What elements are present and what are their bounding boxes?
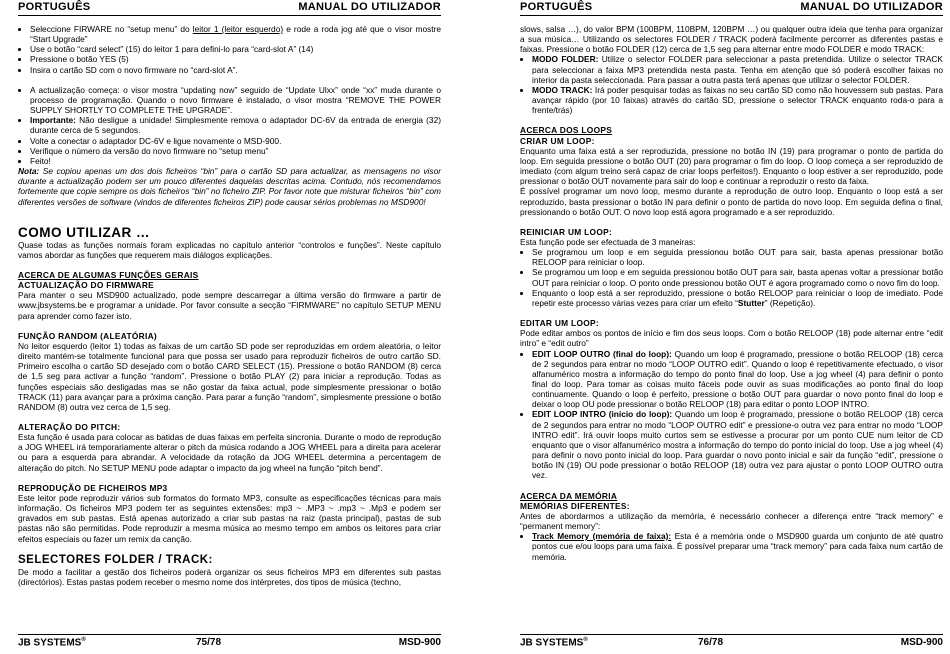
list-item: • Se programou um loop e em seguida pressionou botão OUT para sair, basta apenas pressionar botão RELOOP para reiniciar o loop. — [532, 247, 943, 267]
random-title: FUNÇÃO RANDOM (ALEATÓRIA) — [18, 330, 157, 341]
footer-brand: JB SYSTEMS® — [520, 637, 588, 649]
criar-loop-title: CRIAR UM LOOP: — [520, 135, 595, 146]
list-item: • Volte a conectar o adaptador DC-6V e ligue novamente o MSD-900. — [30, 136, 441, 146]
list-item: • MODO FOLDER: Utilize o selector FOLDER para seleccionar a pasta pretendida. Utilize o selector TRACK para seleccionar a faixa MP3 pretendida nesta pasta. Tenha em atenção que só poderá escolher faixas no interior da pasta seleccionada. Para passar a outra pasta terá apenas que utilizar o selector FOLDER. — [532, 54, 943, 84]
memoria-title: ACERCA DA MEMÓRIA — [520, 490, 618, 501]
reiniciar-list — [520, 247, 943, 308]
loops-title: ACERCA DOS LOOPS — [520, 125, 613, 136]
mp3-text: Este leitor pode reproduzir vários sub formatos do formato MP3, consulte as especificações técnicas para mais informação. Os ficheiros MP3 podem ter as seguintes extensões: mp3 ~ .MP3 ~ .mp3 ~ .Mp3 e podem ser gravados em sub pastas. Está apenas autorizado a criar sub pastas na raiz (pasta principal), pastas de sub pastas não são permitidas. Pode reproduzir a mesma música ao mesmo tempo em ambos os leitores para criar efeitos especiais ou fazer um remix da canção. — [18, 492, 441, 544]
header-title: MANUAL DO UTILIZADOR — [800, 1, 943, 13]
memory-list — [520, 531, 943, 561]
list-item: • Use o botão “card select” (15) do leitor 1 para defini-lo para “card-slot A” (14) — [30, 44, 441, 54]
header-title: MANUAL DO UTILIZADOR — [298, 1, 441, 13]
page-right — [520, 0, 943, 654]
memorias-diferentes-title: MEMÓRIAS DIFERENTES: — [520, 500, 630, 511]
folder-intro-text: slows, salsa …), do valor BPM (100BPM, 110BPM, 120BPM …) ou qualquer outra ideia que tenha para organizar a sua música… Utilizando os selectores FOLDER / TRACK poderá facilmente percorrer as diferentes pastas e faixas. Pressione o botão FOLDER (12) cerca de 1,5 seg para alternar entre modo FOLDER e modo TRACK: — [520, 24, 943, 55]
actualizacao-title: ACTUALIZAÇÃO DO FIRMWARE — [18, 280, 155, 291]
list-item: • EDIT LOOP INTRO (início do loop): Quando um loop é programado, pressione o botão RELOOP (18) cerca de 2 segundos para entrar no modo “LOOP OUTRO edit” e pressione-o outra vez para entrar no modo “LOOP INTRO edit”. Irá ouvir loops muito curtos sem se estivesse a procurar por um ponto CUE num leitor de CD enquanto que o visor alfanumérico mostra a informação do tempo do ponto inicial do loop. Use a jog wheel (4) para definir o novo ponto inicial do loop. Para guardar o novo ponto inicial e sair da função “edit”, pressione o botão IN (19) OU pode pressionar o botão RELOOP (18) outra vez para ajustar o ponto LOOP OUTRO outra vez. — [532, 409, 943, 480]
footer-model: MSD-900 — [900, 637, 943, 648]
list-item: • Verifique o número da versão do novo firmware no “setup menu” — [30, 146, 441, 156]
selectores-text: De modo a facilitar a gestão dos ficheiros poderá organizar os seus ficheiros MP3 em diferentes sub pastas (directórios). Estas pastas podem receber o mesmo nome dos intérpretes, dos tipos de música (techno, — [18, 566, 441, 587]
list-item: • Seleccione FIRWARE no “setup menu” do leitor 1 (leitor esquerdo) e rode a roda jog até que o visor mostre “Start Upgrade” — [30, 24, 441, 44]
page-left — [18, 0, 441, 654]
acerca-funcoes-title: ACERCA DE ALGUMAS FUNÇÕES GERAIS — [18, 269, 199, 280]
page-content — [520, 24, 943, 562]
footer-brand: JB SYSTEMS® — [18, 637, 86, 649]
page-content — [18, 24, 441, 587]
list-item: • EDIT LOOP OUTRO (final do loop): Quando um loop é programado, pressione o botão RELOOP (18) cerca de 2 segundos para entrar no modo “LOOP OUTRO edit”. Quando o loop é repetitivamente efectuado, o visor alfanumérico mostra a informação do tempo do ponto final do loop. Use a jog wheel (4) para definir o ponto final do loop. Para tomar as coisas muito fáceis pode ouvir as suas modificações ao ponto final do loop continuamente. Quando o loop é perfeito, pressione o botão OUT para guardar o novo ponto final do loop e deixar o loop OU pode pressionar o botão RELOOP (18) para editar o ponto LOOP INTRO. — [532, 349, 943, 410]
reiniciar-loop-title: REINICIAR UM LOOP: — [520, 226, 613, 237]
random-text: No leitor esquerdo (leitor 1) todas as faixas de um cartão SD pode ser reproduzidas em ordem aleatória, o leitor direito mantém-se totalmente funcional para que possa ser usado para reproduzir ficheiros de outro cartão SD. Primeiro escolha o cartão SD desejado com o botão CARD SELECT (15). Pressione o botão RANDOM (8) cerca de 1,5 seg para activar a função “random”. Pressione o botão PLAY (2) para iniciar a reprodução. Todas as funções especiais são desligadas mas se não gostar da faixa actual, pode simplesmente pressionar o botão TRACK (11) para avançar para a próxima canção. Para parar a função “random”, simplesmente pressione o botão RANDOM (8) outra vez cerca de 1,5 seg. — [18, 340, 441, 412]
firmware-steps-list — [18, 24, 441, 75]
list-item: • Importante: Não desligue a unidade! Simplesmente remova o adaptador DC-6V da entrada de energia (32) durante cerca de 5 segundos. — [30, 115, 441, 135]
list-item: • Pressione o botão YES (5) — [30, 54, 441, 64]
como-utilizar-text: Quase todas as funções normais foram explicadas no capítulo anterior “controlos e funções”. Neste capítulo vamos abordar as funções que requerem mais diálogos explicações. — [18, 239, 441, 260]
list-item: • Track Memory (memória de faixa): Esta é a memória onde o MSD900 guarda um conjunto de até quatro pontos cue e/ou loops para uma faixa. É possível preparar uma “track memory” para cada faixa num cartão de memória. — [532, 531, 943, 561]
list-item: • Enquanto o loop está a ser reproduzido, pressione o botão RELOOP para reiniciar o loop de imediato. Pode repetir este processo várias vezes para criar um efeito “Stutter” (Repetição). — [532, 288, 943, 308]
list-item: • Feito! — [30, 156, 441, 166]
page-number: 75/78 — [196, 637, 222, 648]
reiniciar-loop-text: Esta função pode ser efectuada de 3 maneiras: — [520, 236, 696, 247]
selectores-title: SELECTORES FOLDER / TRACK: — [18, 553, 213, 566]
page-header — [18, 0, 441, 15]
footer-rule — [18, 634, 441, 635]
header-rule — [18, 15, 441, 16]
pitch-title: ALTERAÇÃO DO PITCH: — [18, 422, 121, 432]
list-item: • Insira o cartão SD com o novo firmware no “card-slot A”. — [30, 65, 441, 75]
mp3-title: REPRODUÇÃO DE FICHEIROS MP3 — [18, 482, 168, 493]
editar-loop-title: EDITAR UM LOOP: — [520, 318, 599, 329]
editar-list — [520, 349, 943, 481]
page-footer — [520, 637, 943, 651]
como-utilizar-title: COMO UTILIZAR … — [18, 224, 150, 240]
editar-loop-text: Pode editar ambos os pontos de início e fim dos seus loops. Com o botão RELOOP (18) pode alternar entre “edit intro” e “edit outro” — [520, 328, 943, 349]
pitch-text: Esta função é usada para colocar as batidas de duas faixas em perfeita sincronia. Durante o modo de reprodução a JOG WHEEL irá temporariamente alterar o pitch da música rodando a JOG WHEEL para a direita para acelerar ou para a esquerda para abrandar. A velocidade da rotação da JOG WHEEL determina a percentagem de alteração do pitch. No SETUP MENU pode adaptar o impacto da jog wheel na função “pitch bend”. — [18, 432, 441, 473]
page-number: 76/78 — [698, 637, 724, 648]
note-paragraph: Nota: Se copiou apenas um dos dois ficheiros “bin” para o cartão SD para actualizar, as mensagens no visor durante a actualização podem ser um pouco diferentes daquelas descritas acima. Contudo, nós recomendamos fortemente que copie sempre os dois ficheiros “bin” no ficheiro ZIP. Por favor note que misturar ficheiros “bin” com diferentes versões de software (vindos de diferentes ficheiros ZIP) pode causar sérios problemas no MSD900! — [18, 166, 441, 207]
criar-loop-text: Enquanto uma faixa está a ser reproduzida, pressione no botão IN (19) para programar o ponto de partida do loop. Em seguida pressione o botão OUT (20) para programar o fim do loop. O loop começa a ser reproduzido de imediato (com algum treino será capaz de criar loops perfeitos!). Enquanto o loop estiver a ser reproduzido, pode pressionar o botão OUT novamente para sair do loop e continuar a reproduzir o resto da faixa. — [520, 145, 943, 187]
header-language: PORTUGUÊS — [520, 1, 593, 13]
list-item: • MODO TRACK: Irá poder pesquisar todas as faixas no seu cartão SD como não houvessem sub pastas. Para avançar rápido (por 10 faixas) através do cartão SD, pressione o selector TRACK enquanto roda-o para a frente/trás) — [532, 85, 943, 115]
firmware-update-list — [18, 85, 441, 166]
actualizacao-text: Para manter o seu MSD900 actualizado, pode sempre descarregar a última versão do firmware a partir de www.jbsystems.be e programar a unidade. Por favor consulte a secção “FIRMWARE” no capítulo SETUP MENU para aprender como fazer isto. — [18, 290, 441, 321]
list-item: • Se programou um loop e em seguida pressionou botão OUT para sair, basta apenas voltar a pressionar botão OUT para reiniciar o loop. O ponto onde pressionou botão OUT é agora programado como o novo fim do loop. — [532, 267, 943, 287]
page-footer — [18, 637, 441, 651]
mode-list — [520, 54, 943, 115]
header-rule — [520, 15, 943, 16]
header-language: PORTUGUÊS — [18, 1, 91, 13]
memorias-text: Antes de abordarmos a utilização da memória, é necessário conhecer a diferença entre “track memory” e “permanent memory”: — [520, 510, 943, 532]
list-item: • A actualização começa: o visor mostra “updating now” seguido de “Update Ulxx” onde “xx” muda durante o processo de programação. Quando o novo firmware é instalado, o visor mostra “REMOVE THE POWER SUPPLY SHORTLY TO COMPLETE THE UPGRADE”. — [30, 85, 441, 115]
footer-model: MSD-900 — [398, 637, 441, 648]
criar-loop-text-2: É possível programar um novo loop, mesmo durante a reprodução de outro loop. Enquanto o loop está a ser reproduzido, basta pressionar o botão IN para definir o ponto de partida do novo loop. Em seguida defina o final, pressionando o botão OUT. O novo loop está agora programado e a ser reproduzido. — [520, 186, 943, 217]
page-header — [520, 0, 943, 15]
footer-rule — [520, 634, 943, 635]
